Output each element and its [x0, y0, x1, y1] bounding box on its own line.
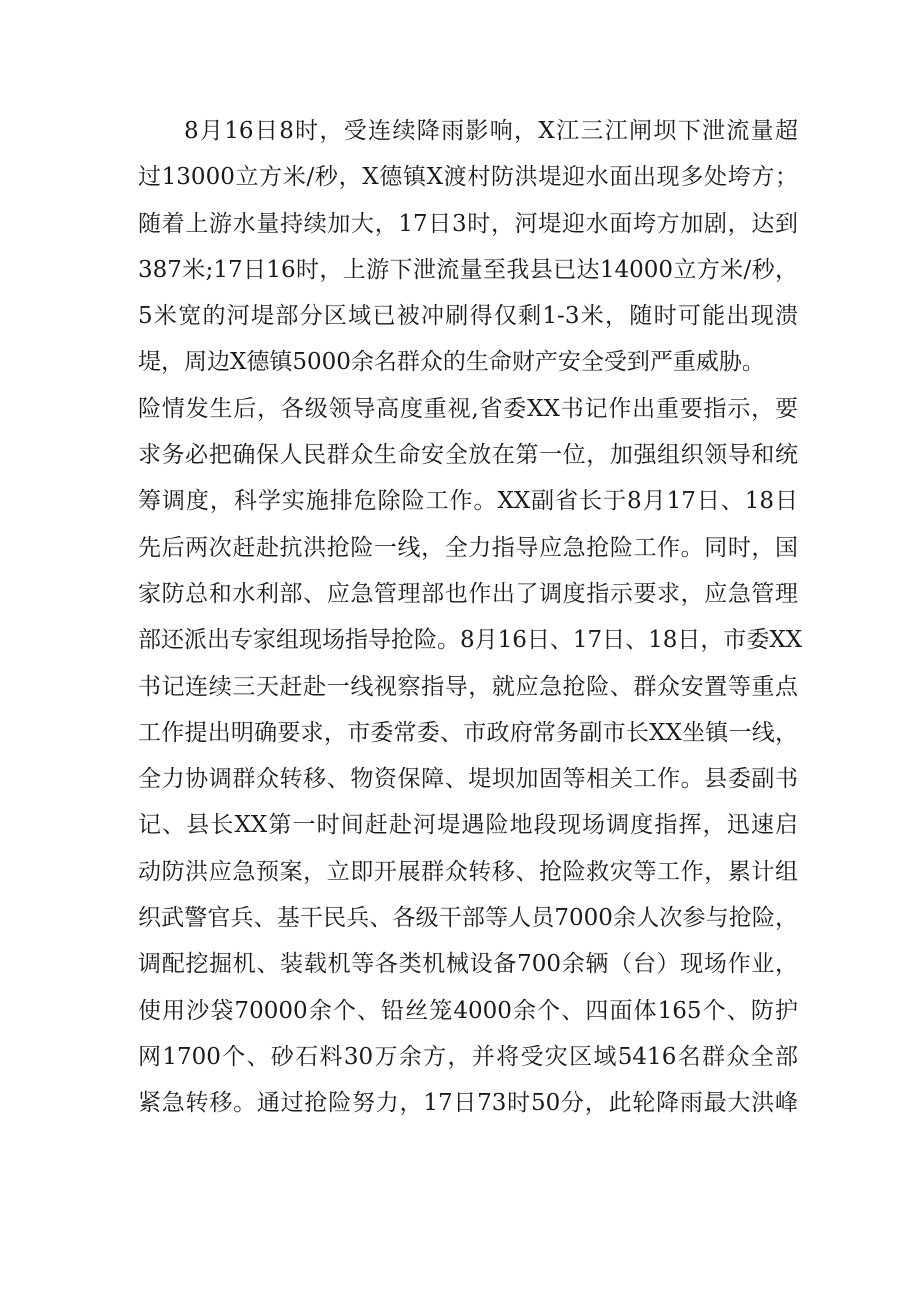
text-line-6: 堤，周边X德镇5000余名群众的生命财产安全受到严重威胁。 [138, 349, 765, 376]
text-line-5: 5米宽的河堤部分区域已被冲刷得仅剩1-3米，随时可能出现溃 [138, 303, 798, 330]
text-line-2: 过13000立方米/秒，X德镇X渡村防洪堤迎水面出现多处垮方； [138, 164, 798, 191]
text-line-8: 求务必把确保人民群众生命安全放在第一位，加强组织领导和统 [138, 442, 798, 469]
text-line-14: 工作提出明确要求，市委常委、市政府常务副市长XX坐镇一线， [138, 719, 798, 746]
text-line-22: 紧急转移。通过抢险努力，17日73时50分，此轮降雨最大洪峰 [138, 1090, 798, 1117]
text-line-4: 387米;17日16时，上游下泄流量至我县已达14000立方米/秒， [138, 256, 798, 283]
text-line-13: 书记连续三天赶赴一线视察指导，就应急抢险、群众安置等重点 [138, 673, 798, 700]
text-line-18: 织武警官兵、基干民兵、各级干部等人员7000余人次参与抢险， [138, 905, 798, 932]
text-line-16: 记、县长XX第一时间赶赴河堤遇险地段现场调度指挥，迅速启 [138, 812, 798, 839]
text-line-21: 网1700个、砂石料30万余方，并将受灾区域5416名群众全部 [138, 1043, 798, 1070]
text-line-9: 筹调度，科学实施排危除险工作。XX副省长于8月17日、18日 [138, 488, 798, 515]
text-line-1: 8月16日8时，受连续降雨影响，X江三江闸坝下泄流量超 [184, 118, 798, 144]
text-line-20: 使用沙袋70000余个、铅丝笼4000余个、四面体165个、防护 [138, 997, 798, 1024]
text-line-12: 部还派出专家组现场指导抢险。8月16日、17日、18日，市委XX [138, 627, 803, 654]
body-text [138, 108, 803, 1127]
text-line-7: 险情发生后，各级领导高度重视,省委XX书记作出重要指示，要 [138, 395, 798, 422]
text-line-3: 随着上游水量持续加大，17日3时，河堤迎水面垮方加剧，达到 [138, 210, 798, 237]
text-line-11: 家防总和水利部、应急管理部也作出了调度指示要求，应急管理 [138, 580, 798, 607]
text-line-10: 先后两次赶赴抗洪抢险一线，全力指导应急抢险工作。同时，国 [138, 534, 798, 561]
text-line-17: 动防洪应急预案，立即开展群众转移、抢险救灾等工作，累计组 [138, 858, 798, 885]
text-line-19: 调配挖掘机、装载机等各类机械设备700余辆（台）现场作业， [138, 951, 798, 978]
text-line-15: 全力协调群众转移、物资保障、堤坝加固等相关工作。县委副书 [138, 766, 798, 793]
